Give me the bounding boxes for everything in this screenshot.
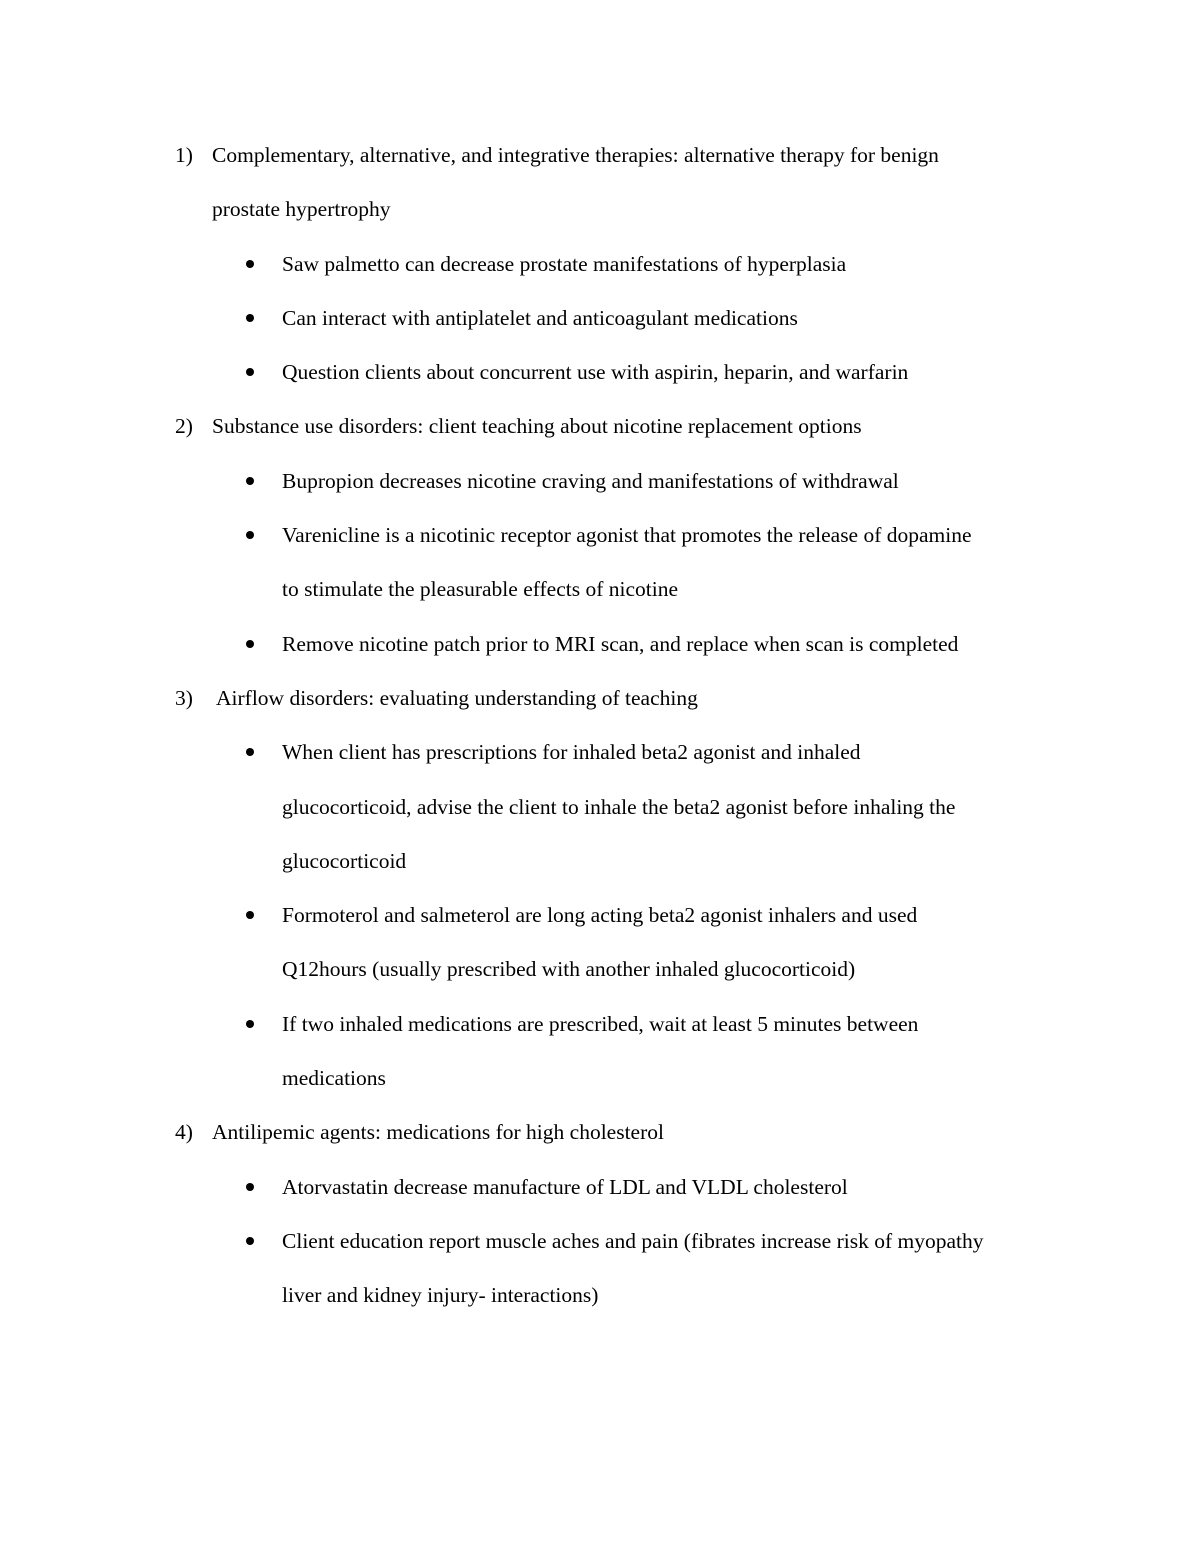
- list-item-line: [0, 1105, 1200, 1159]
- list-item-heading: Complementary, alternative, and integrative therapies: alternative therapy for benign: [212, 143, 939, 167]
- bullet-item-line: [0, 997, 1200, 1051]
- bullet-dot-icon: [246, 1183, 254, 1191]
- numbered-list: [0, 128, 1200, 1323]
- bullet-text: If two inhaled medications are prescribed, wait at least 5 minutes between: [282, 1011, 919, 1036]
- list-number: 2): [175, 414, 193, 439]
- bullet-text: Formoterol and salmeterol are long acting beta2 agonist inhalers and used: [282, 903, 918, 928]
- list-item-heading: Airflow disorders: evaluating understanding of teaching: [216, 685, 698, 710]
- list-item-heading: Substance use disorders: client teaching about nicotine replacement options: [212, 414, 862, 439]
- bullet-item-line: [0, 942, 1200, 996]
- list-item-heading: prostate hypertrophy: [212, 197, 391, 222]
- bullet-item-line: [0, 1160, 1200, 1214]
- list-item-line: [0, 399, 1200, 453]
- bullet-text: glucocorticoid: [282, 848, 407, 873]
- bullet-item-line: [0, 617, 1200, 671]
- bullet-text: Atorvastatin decrease manufacture of LDL and VLDL cholesterol: [282, 1174, 848, 1199]
- bullet-item-line: [0, 291, 1200, 345]
- bullet-text: Varenicline is a nicotinic receptor agonist that promotes the release of dopamine: [282, 523, 972, 548]
- bullet-item-line: [0, 1214, 1200, 1268]
- bullet-text: Q12hours (usually prescribed with another inhaled glucocorticoid): [282, 957, 856, 982]
- bullet-item-line: [0, 454, 1200, 508]
- list-number: 4): [175, 1120, 193, 1145]
- bullet-text: Remove nicotine patch prior to MRI scan, and replace when scan is completed: [282, 631, 959, 656]
- bullet-text: Can interact with antiplatelet and anticoagulant medications: [282, 305, 798, 330]
- bullet-dot-icon: [246, 368, 254, 376]
- bullet-dot-icon: [246, 911, 254, 919]
- list-item-line: [0, 671, 1200, 725]
- bullet-dot-icon: [246, 531, 254, 539]
- bullet-item-line: [0, 888, 1200, 942]
- list-item-line: [0, 128, 1200, 182]
- bullet-item-line: [0, 1268, 1200, 1322]
- bullet-item-line: [0, 834, 1200, 888]
- bullet-item-line: [0, 1051, 1200, 1105]
- list-number: 1): [175, 143, 193, 167]
- bullet-text: liver and kidney injury- interactions): [282, 1283, 599, 1308]
- bullet-dot-icon: [246, 260, 254, 268]
- bullet-item-line: [0, 780, 1200, 834]
- bullet-dot-icon: [246, 1237, 254, 1245]
- list-item-line: [0, 182, 1200, 236]
- list-item-heading: Antilipemic agents: medications for high cholesterol: [212, 1120, 664, 1145]
- list-number: 3): [175, 685, 193, 710]
- bullet-item-line: [0, 562, 1200, 616]
- bullet-text: to stimulate the pleasurable effects of nicotine: [282, 577, 679, 602]
- bullet-text: Bupropion decreases nicotine craving and manifestations of withdrawal: [282, 468, 899, 493]
- bullet-dot-icon: [246, 748, 254, 756]
- bullet-item-line: [0, 725, 1200, 779]
- bullet-text: When client has prescriptions for inhaled beta2 agonist and inhaled: [282, 740, 861, 765]
- bullet-item-line: [0, 508, 1200, 562]
- bullet-item-line: [0, 237, 1200, 291]
- bullet-text: Question clients about concurrent use with aspirin, heparin, and warfarin: [282, 360, 909, 385]
- bullet-dot-icon: [246, 640, 254, 648]
- bullet-dot-icon: [246, 314, 254, 322]
- bullet-text: glucocorticoid, advise the client to inhale the beta2 agonist before inhaling the: [282, 794, 956, 819]
- bullet-text: medications: [282, 1066, 386, 1091]
- bullet-text: Saw palmetto can decrease prostate manifestations of hyperplasia: [282, 251, 847, 276]
- bullet-text: Client education report muscle aches and pain (fibrates increase risk of myopathy: [282, 1228, 984, 1253]
- bullet-dot-icon: [246, 477, 254, 485]
- bullet-dot-icon: [246, 1020, 254, 1028]
- bullet-item-line: [0, 345, 1200, 399]
